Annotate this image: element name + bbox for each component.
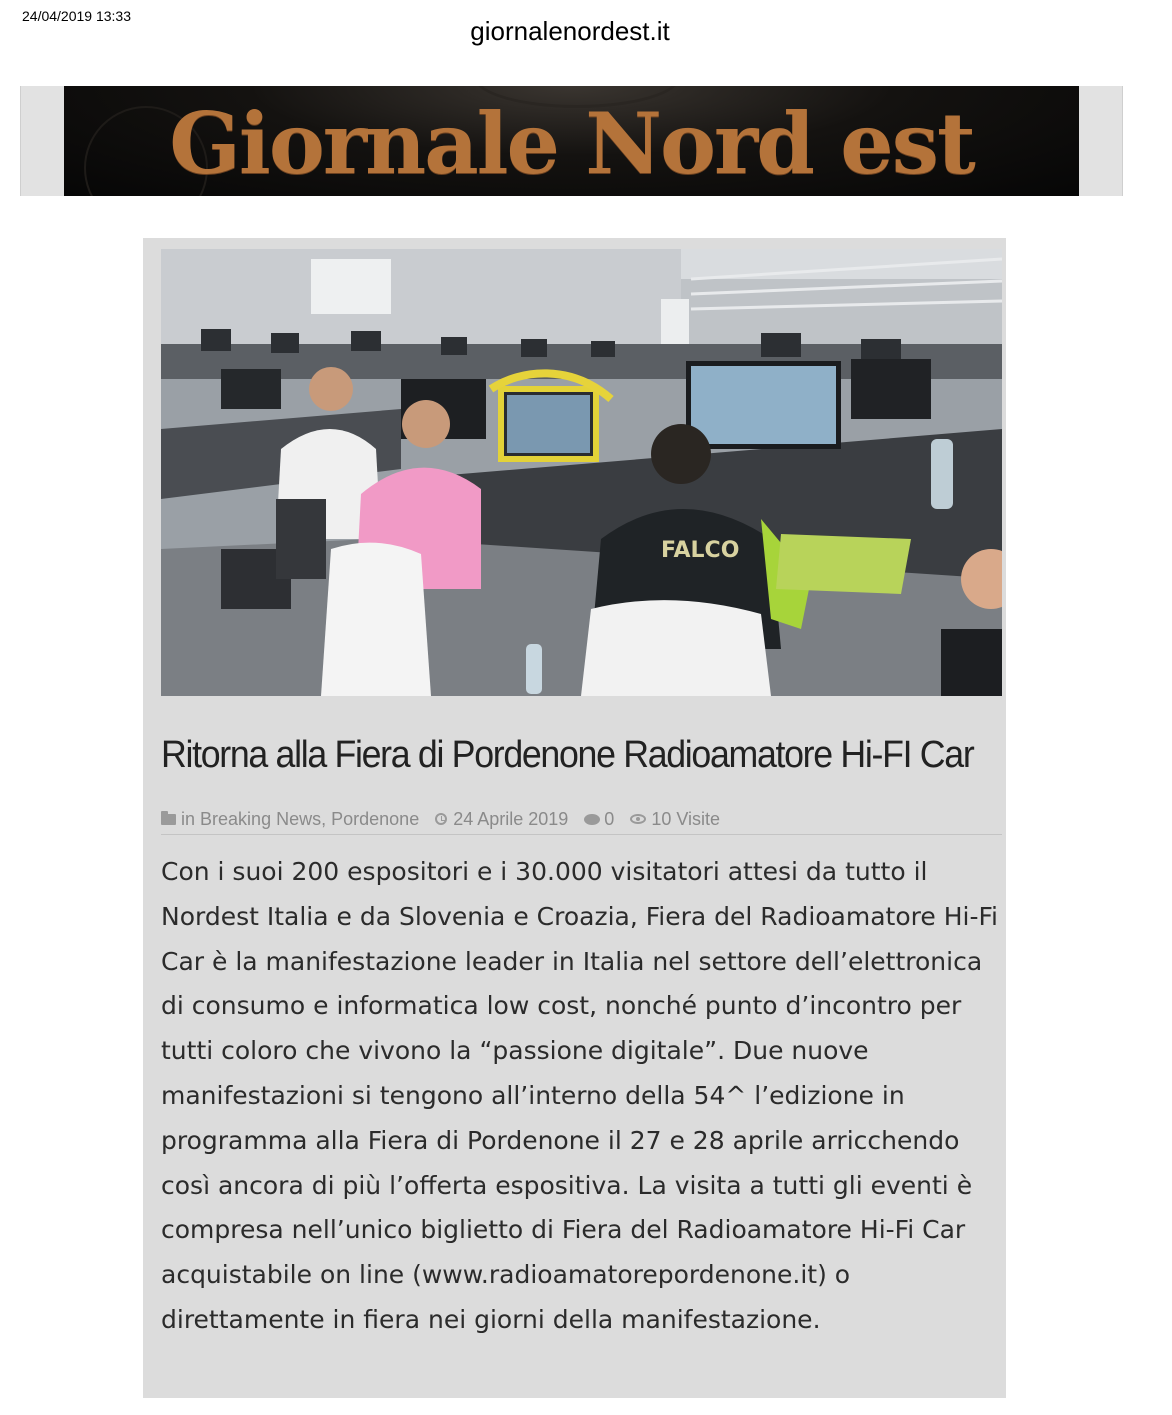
site-logo-banner[interactable] bbox=[64, 86, 1079, 196]
article-card bbox=[143, 238, 1006, 1398]
meta-prefix: in bbox=[181, 808, 196, 829]
meta-views bbox=[630, 809, 720, 830]
meta-views-text: 10 Visite bbox=[651, 808, 721, 829]
article-body: Con i suoi 200 espositori e i 30.000 visitatori attesi da tutto il Nordest Italia e da Slovenia e Croazia, Fiera del Radioamatore Hi-Fi Car è la manifestazione leader in Italia nel settore dell’elettronica di consumo e informatica low cost, nonché punto d’incontro per tutti coloro che vivono la “passione digitale”. Due nuove manifestazioni si tengono all’interno della 54^ l’edizione in programma alla Fiera di Pordenone il 27 e 28 aprile arricchendo così ancora di più l’offerta espositiva. La visita a tutti gli eventi è compresa nell’unico biglietto di Fiera del Radioamatore Hi-Fi Car acquistabile on line (www.radioamatorepordenone.it) o direttamente in fiera nei giorni della manifestazione. bbox=[161, 857, 998, 1334]
meta-categories bbox=[161, 809, 419, 830]
meta-comments-count: 0 bbox=[604, 808, 615, 829]
meta-date bbox=[435, 809, 568, 830]
print-datetime: 24/04/2019 13:33 bbox=[22, 8, 131, 24]
meta-comments[interactable] bbox=[584, 809, 614, 830]
print-site-url: giornalenordest.it bbox=[470, 16, 670, 46]
article-title[interactable]: Ritorna alla Fiera di Pordenone Radioamatore Hi-FI Car bbox=[161, 734, 974, 776]
comments-icon bbox=[584, 814, 600, 825]
site-logo-text: Giornale Nord est bbox=[169, 94, 974, 193]
meta-date-text: 24 Aprile 2019 bbox=[453, 808, 569, 829]
category-link-breaking-news[interactable]: Breaking News bbox=[200, 808, 322, 829]
eye-icon bbox=[630, 814, 646, 824]
article-photo-illustration bbox=[161, 249, 1002, 696]
category-separator: , bbox=[321, 808, 327, 829]
article-photo bbox=[161, 249, 1002, 696]
article-meta bbox=[161, 804, 1002, 835]
category-link-pordenone[interactable]: Pordenone bbox=[331, 808, 420, 829]
shirt-text: FALCO bbox=[661, 538, 740, 563]
clock-icon bbox=[435, 813, 447, 825]
folder-icon bbox=[161, 814, 176, 825]
